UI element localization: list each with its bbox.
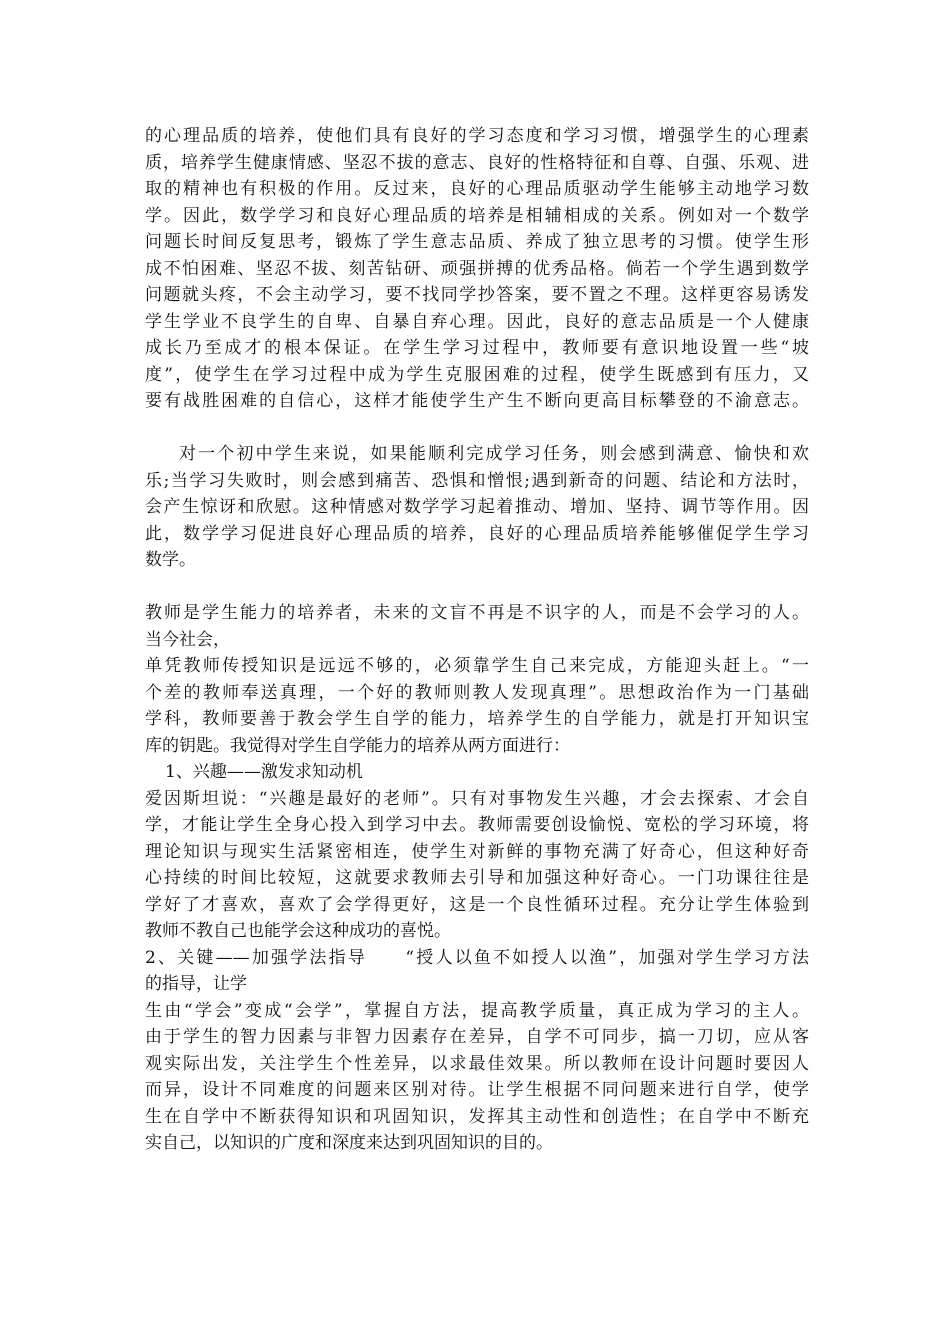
paragraph-3: [145, 600, 809, 759]
text-line: 心持续的时间比较短，这就要求教师去引导和加强这种好奇心。一门功课往往是: [145, 868, 809, 888]
text-line: 学科，教师要善于教会学生自学的能力，培养学生的自学能力，就是打开知识宝: [145, 709, 809, 729]
paragraph-spacer: [145, 415, 809, 442]
text-line: 库的钥匙。我觉得对学生自学能力的培养从两方面进行：: [145, 735, 570, 756]
text-line: 而异，设计不同难度的问题来区别对待。让学生根据不同问题来进行自学，使学: [145, 1080, 809, 1100]
text-line: 爱因斯坦说：“兴趣是最好的老师”。只有对事物发生兴趣，才会去探索、才会自: [145, 788, 809, 809]
text-line: 当今社会，: [145, 629, 230, 650]
paragraph-5: [145, 971, 809, 1157]
text-line: 成长乃至成才的根本保证。在学生学习过程中，教师要有意识地设置一些“坡: [145, 338, 809, 358]
text-line: 教师是学生能力的培养者，未来的文盲不再是不识字的人，而是不会学习的人。: [145, 603, 809, 623]
text-line: 由于学生的智力因素与非智力因素存在差异，自学不可同步，搞一刀切，应从客: [145, 1027, 809, 1047]
text-line: 度”，使学生在学习过程中成为学生克服困难的过程，使学生既感到有压力，又: [145, 364, 809, 385]
text-line: 实自己，以知识的广度和深度来达到巩固知识的目的。: [145, 1133, 553, 1153]
text-line: 数学。: [145, 550, 196, 570]
text-line: 学，才能让学生全身心投入到学习中去。教师需要创设愉悦、宽松的学习环境，将: [145, 815, 809, 835]
text-line: 此，数学学习促进良好心理品质的培养，良好的心理品质培养能够催促学生学习: [145, 523, 809, 544]
text-line: 生由“学会”变成“会学”，掌握自方法，提高教学质量，真正成为学习的主人。: [145, 1000, 809, 1021]
text-line: 生在自学中不断获得知识和巩固知识，发挥其主动性和创造性；在自学中不断充: [145, 1106, 809, 1127]
text-line: 学好了才喜欢，喜欢了会学得更好，这是一个良性循环过程。充分让学生体验到: [145, 894, 809, 915]
text-line: 问题长时间反复思考，锻炼了学生意志品质、养成了独立思考的习惯。使学生形: [145, 232, 809, 252]
text-line: 问题就头疼，不会主动学习，要不找同学抄答案，要不置之不理。这样更容易诱发: [145, 285, 809, 305]
section-heading-1: 1、兴趣——激发求知动机: [165, 762, 363, 782]
paragraph-spacer: [145, 574, 809, 601]
text-line: 学生学业不良学生的自卑、自暴自弃心理。因此，良好的意志品质是一个人健康: [145, 311, 809, 332]
text-line: 理论知识与现实生活紧密相连，使学生对新鲜的事物充满了好奇心，但这种好奇: [145, 841, 809, 862]
text-line: 对一个初中学生来说，如果能顺利完成学习任务，则会感到满意、愉快和欢: [179, 444, 809, 464]
text-line: 教师不教自己也能学会这种成功的喜悦。: [145, 921, 451, 941]
text-line: 要有战胜困难的自信心，这样才能使学生产生不断向更高目标攀登的不渝意志。: [145, 391, 809, 411]
text-line: 的心理品质的培养，使他们具有良好的学习态度和学习习惯，增强学生的心理素: [145, 126, 809, 146]
section-heading-2: 2、关键——加强学法指导 “授人以鱼不如授人以渔”，加强对学生学习方法: [145, 947, 809, 968]
text-line: 的指导，让学: [145, 974, 247, 994]
paragraph-2: [145, 441, 809, 574]
text-line: 成不怕困难、坚忍不拔、刻苦钻研、顽强拼搏的优秀品格。倘若一个学生遇到数学: [145, 258, 809, 279]
text-line: 乐;当学习失败时，则会感到痛苦、恐惧和憎恨;遇到新奇的问题、结论和方法时，: [145, 470, 809, 491]
text-line: 取的精神也有积极的作用。反过来，良好的心理品质驱动学生能够主动地学习数: [145, 179, 809, 199]
text-line: 会产生惊讶和欣慰。这种情感对数学学习起着推动、增加、坚持、调节等作用。因: [145, 497, 809, 517]
text-line: 学。因此，数学学习和良好心理品质的培养是相辅相成的关系。例如对一个数学: [145, 205, 809, 226]
text-line: 质，培养学生健康情感、坚忍不拔的意志、良好的性格特征和自尊、自强、乐观、进: [145, 152, 809, 173]
document-page: [145, 123, 809, 1157]
text-line: 单凭教师传授知识是远远不够的，必须靠学生自己来完成，方能迎头赶上。“一: [145, 656, 809, 676]
paragraph-1: [145, 123, 809, 415]
text-line: 个差的教师奉送真理，一个好的教师则教人发现真理”。思想政治作为一门基础: [145, 682, 809, 703]
text-line: 观实际出发，关注学生个性差异，以求最佳效果。所以教师在设计问题时要因人: [145, 1053, 809, 1074]
paragraph-4: [145, 786, 809, 945]
